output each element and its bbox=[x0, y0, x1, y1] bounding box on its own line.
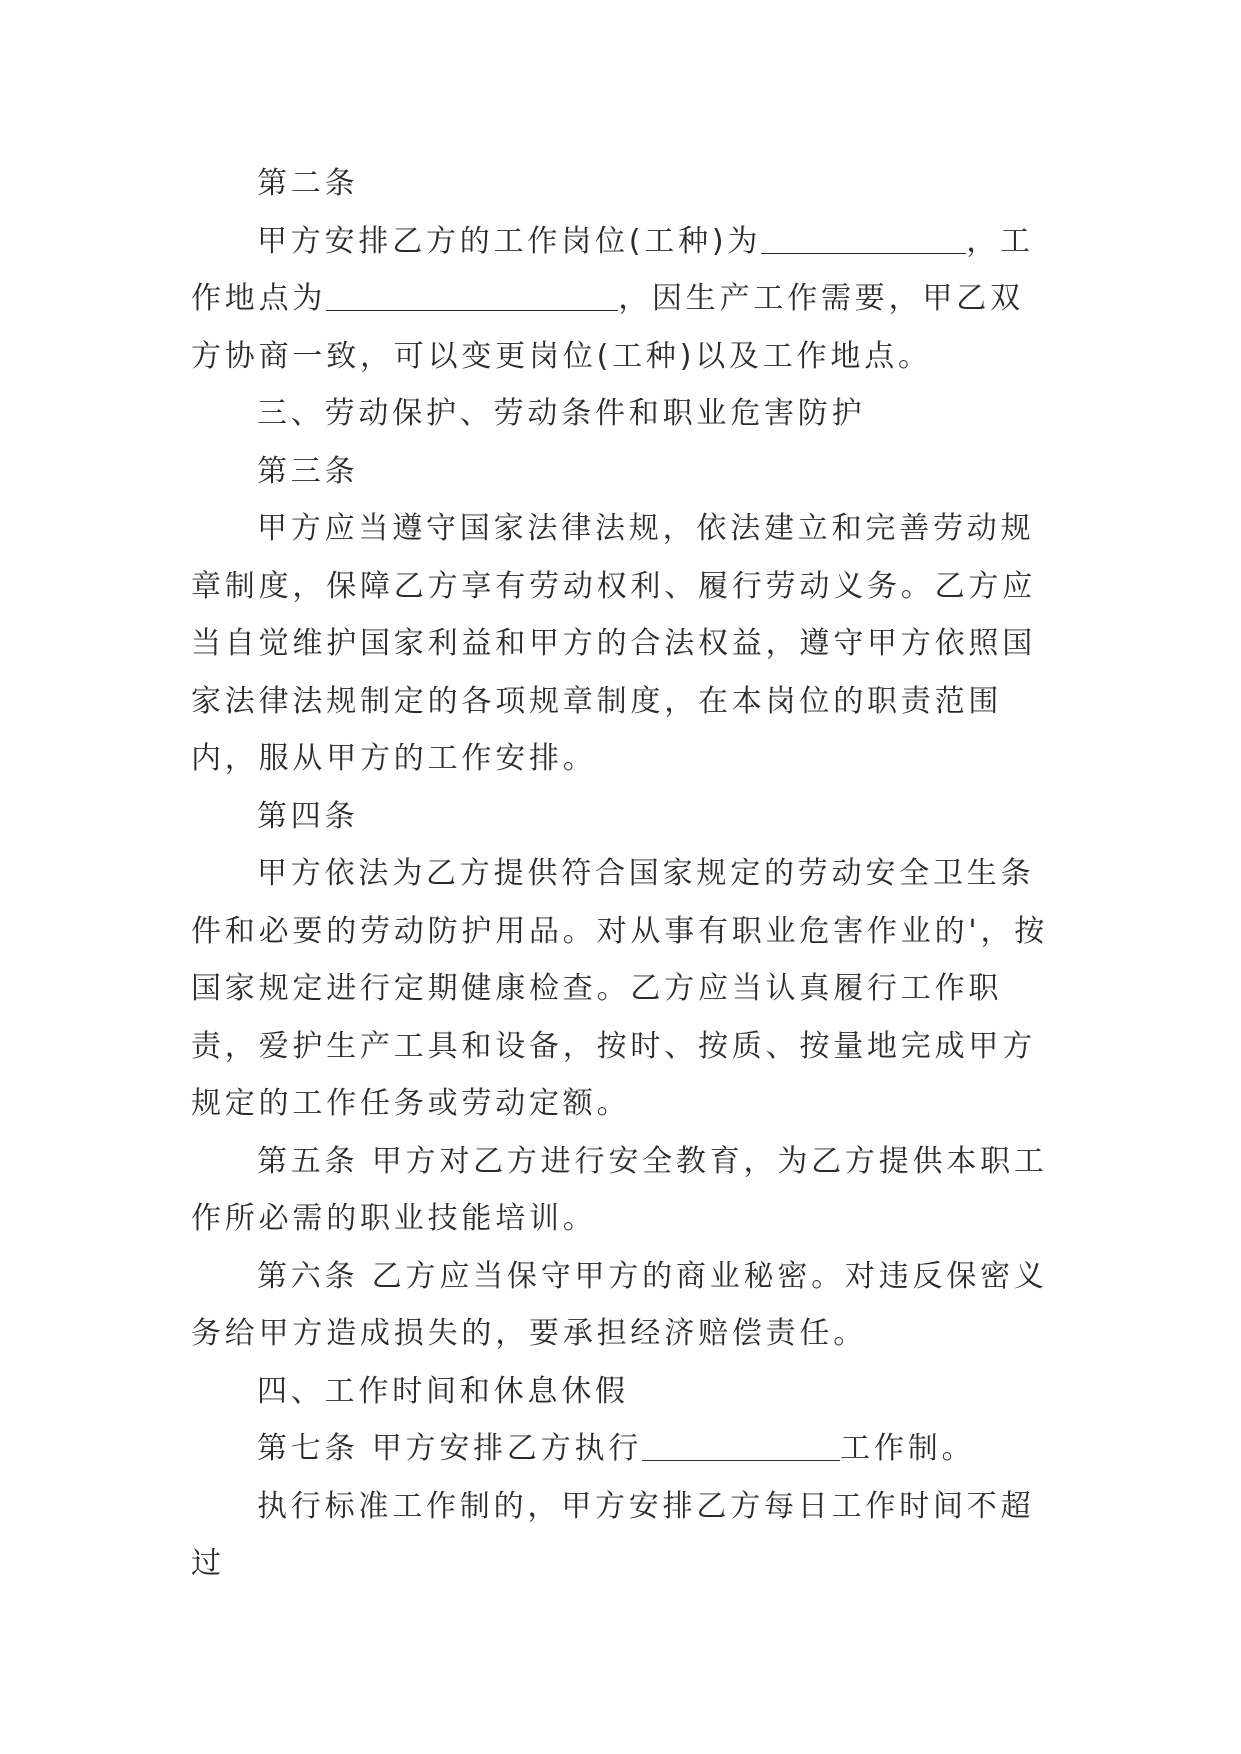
document-body bbox=[191, 155, 1051, 1593]
article-3-heading: 第三条 bbox=[257, 453, 359, 489]
job-position-blank bbox=[761, 223, 966, 254]
article-2-text-part-1: 甲方安排乙方的工作岗位(工种)为 bbox=[257, 223, 762, 259]
article-5-text: 第五条 甲方对乙方进行安全教育，为乙方提供本职工作所必需的职业技能培训。 bbox=[191, 1143, 1048, 1236]
article-2-text bbox=[191, 213, 1051, 386]
section-3-heading: 三、劳动保护、劳动条件和职业危害防护 bbox=[257, 396, 866, 431]
article-4-text: 甲方依法为乙方提供符合国家规定的劳动安全卫生条件和必要的劳动防护用品。对从事有职业危害作业的'，按国家规定进行定期健康检查。乙方应当认真履行工作职责，爱护生产工具和设备，按时、按质、按量地完成甲方规定的工作任务或劳动定额。 bbox=[191, 856, 1049, 1121]
article-4-heading: 第四条 bbox=[257, 798, 359, 834]
article-7-text-part-2: 工作制。 bbox=[840, 1431, 976, 1466]
article-2-heading: 第二条 bbox=[257, 166, 359, 201]
article-7-text-part-1: 第七条 甲方安排乙方执行 bbox=[257, 1431, 643, 1466]
section-4-heading: 四、工作时间和休息休假 bbox=[257, 1373, 629, 1409]
article-6-text: 第六条 乙方应当保守甲方的商业秘密。对违反保密义务给甲方造成损失的，要承担经济赔偿责任。 bbox=[191, 1258, 1048, 1351]
article-7-text bbox=[191, 1420, 1051, 1478]
work-location-blank bbox=[326, 280, 618, 311]
article-3-text: 甲方应当遵守国家法律法规，依法建立和完善劳动规章制度，保障乙方享有劳动权利、履行劳动义务。乙方应当自觉维护国家利益和甲方的合法权益，遵守甲方依照国家法律法规制定的各项规章制度，在本岗位的职责范围内，服从甲方的工作安排。 bbox=[191, 511, 1036, 776]
article-2-text-part-3: ，因生产工作需要，甲乙双方协商一致，可以变更岗位(工种)以及工作地点。 bbox=[191, 281, 1024, 374]
work-system-blank bbox=[642, 1430, 840, 1461]
standard-hours-text: 执行标准工作制的，甲方安排乙方每日工作时间不超过 bbox=[191, 1488, 1035, 1581]
article-2-text-part-2: ，工作地点为 bbox=[191, 223, 1034, 316]
